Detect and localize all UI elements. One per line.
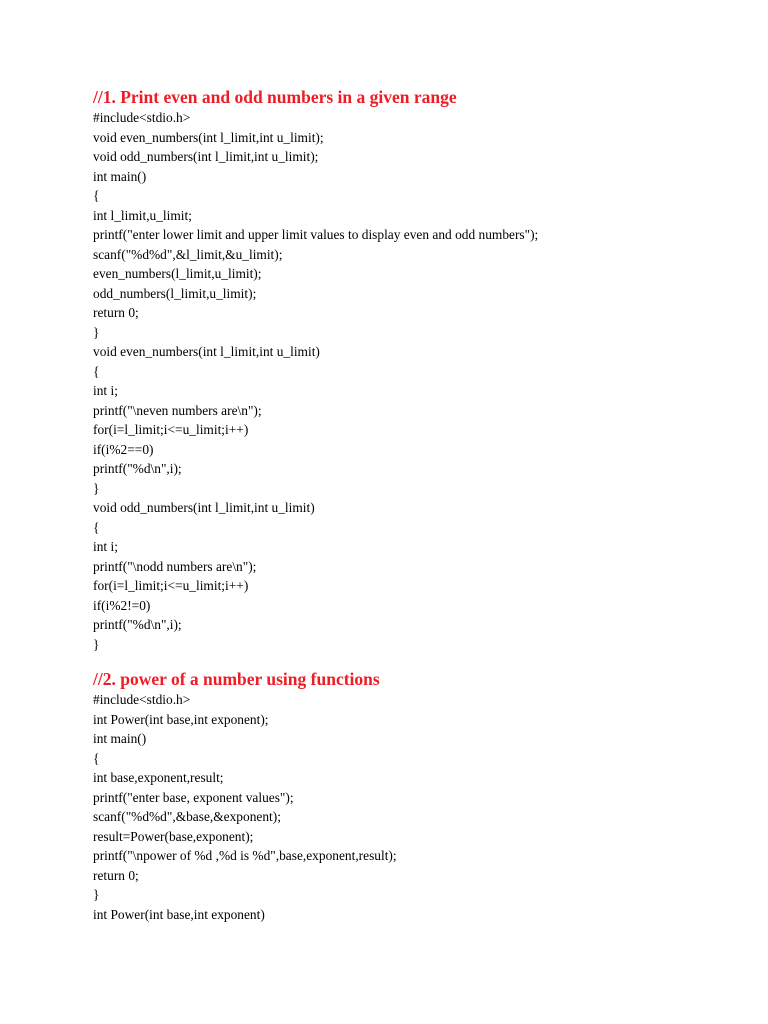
code-line: for(i=l_limit;i<=u_limit;i++) <box>93 422 249 437</box>
code-line: scanf("%d%d",&base,&exponent); <box>93 809 281 824</box>
code-line: void odd_numbers(int l_limit,int u_limit); <box>93 149 319 164</box>
code-line: printf("enter lower limit and upper limit values to display even and odd numbers"); <box>93 227 539 242</box>
code-line: int l_limit,u_limit; <box>93 207 192 223</box>
code-line: } <box>93 636 100 652</box>
code-line: int i; <box>93 539 118 554</box>
code-line: int base,exponent,result; <box>93 770 224 785</box>
code-line: void even_numbers(int l_limit,int u_limit); <box>93 129 324 145</box>
section-heading: //2. power of a number using functions <box>93 669 380 689</box>
code-line: if(i%2!=0) <box>93 597 151 613</box>
code-block <box>93 690 397 924</box>
section-even-odd <box>93 86 538 654</box>
section-power <box>93 668 397 924</box>
code-line: #include<stdio.h> <box>93 692 191 707</box>
code-line: void odd_numbers(int l_limit,int u_limit) <box>93 500 315 515</box>
code-line: if(i%2==0) <box>93 441 154 457</box>
code-line: } <box>93 480 100 496</box>
code-line: { <box>93 519 100 535</box>
code-line: odd_numbers(l_limit,u_limit); <box>93 285 257 301</box>
code-line: for(i=l_limit;i<=u_limit;i++) <box>93 578 249 593</box>
code-line: return 0; <box>93 305 139 320</box>
code-block <box>93 108 538 654</box>
code-line: return 0; <box>93 867 139 883</box>
code-line: printf("enter base, exponent values"); <box>93 789 294 805</box>
section-heading: //1. Print even and odd numbers in a given range <box>93 87 457 107</box>
code-line: int Power(int base,int exponent) <box>93 906 265 922</box>
code-line: { <box>93 188 100 203</box>
code-line: printf("%d\n",i); <box>93 461 182 476</box>
code-line: int main() <box>93 731 147 746</box>
code-line: void even_numbers(int l_limit,int u_limit) <box>93 344 320 359</box>
code-line: printf("\npower of %d ,%d is %d",base,exponent,result); <box>93 848 397 863</box>
code-line: } <box>93 887 100 902</box>
code-line: int i; <box>93 383 118 398</box>
code-line: } <box>93 324 100 340</box>
code-line: result=Power(base,exponent); <box>93 828 254 844</box>
code-line: int Power(int base,int exponent); <box>93 711 269 727</box>
code-line: printf("\nodd numbers are\n"); <box>93 558 257 574</box>
code-line: { <box>93 363 100 379</box>
code-line: int main() <box>93 168 147 184</box>
code-line: #include<stdio.h> <box>93 110 191 125</box>
code-line: printf("\neven numbers are\n"); <box>93 402 262 418</box>
code-line: even_numbers(l_limit,u_limit); <box>93 266 262 281</box>
code-line: scanf("%d%d",&l_limit,&u_limit); <box>93 246 283 262</box>
code-line: printf("%d\n",i); <box>93 617 182 632</box>
code-line: { <box>93 750 100 766</box>
